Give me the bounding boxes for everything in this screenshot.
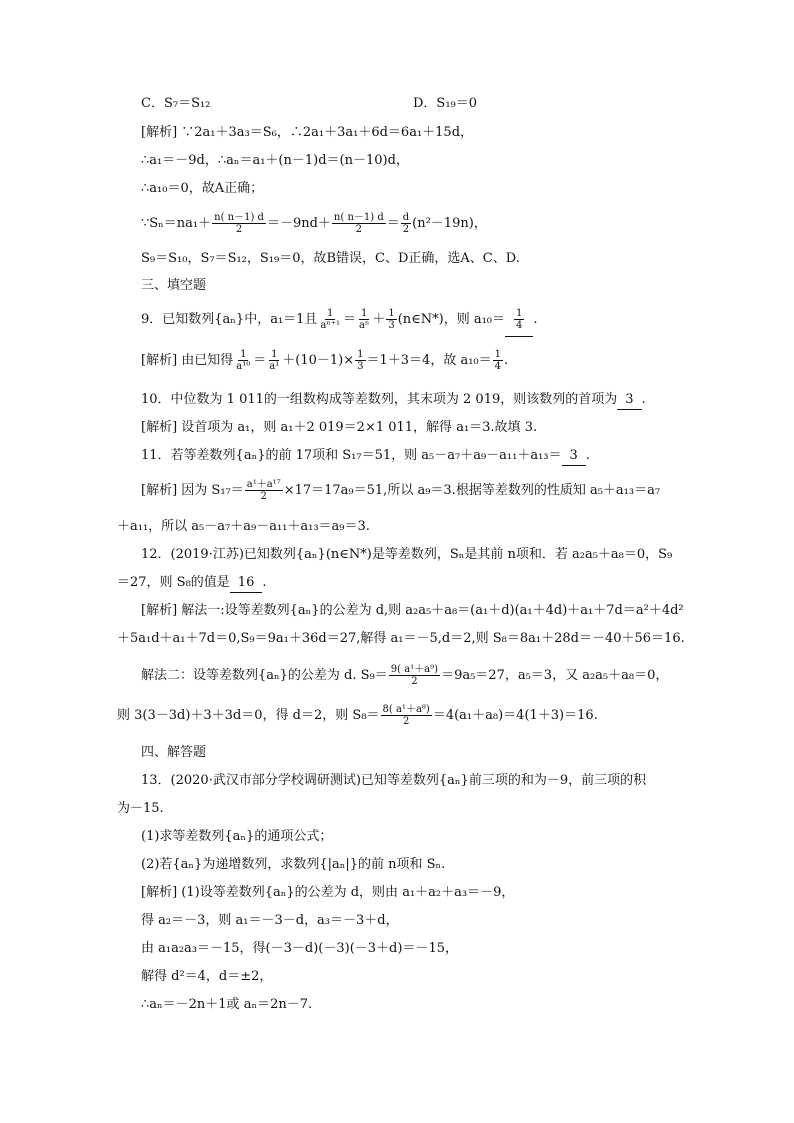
- fraction: $\frac{1}{\text{aⁿ⁺¹}}$: [320, 308, 340, 331]
- analysis-12: [解析] 解法一:设等差数列{aₙ}的公差为 d,则 a₂a₅＋a₈＝(a₁＋d)(a₁＋4d)＋a₁＋7d＝a²＋4d²: [141, 603, 684, 618]
- analysis-line: S₉＝S₁₀，S₇＝S₁₂，S₁₉＝0，故B错误，C、D正确，选A、C、D.: [141, 251, 520, 266]
- analysis-line: 解得 d²＝4，d＝±2，: [141, 969, 273, 984]
- fraction: $\frac{d}{2}$: [402, 212, 410, 235]
- analysis-line-formula: ∵Sₙ＝na₁＋ $\frac{n( n-1) d}{2}$ ＝－9nd＋ $\frac{n( n-1) d}{2}$ ＝ $\frac{d}{2}$ (n²－19n)，: [141, 212, 487, 235]
- analysis-10: [解析] 设首项为 a₁，则 a₁＋2 019＝2×1 011，解得 a₁＝3.故填 3.: [141, 420, 538, 435]
- analysis-line: ＋a₁₁，所以 a₅－a₇＋a₉－a₁₁＋a₁₃＝a₉＝3.: [117, 519, 370, 534]
- fraction: $\frac{1}{3}$: [388, 308, 395, 331]
- answer-blank: 3: [617, 391, 641, 410]
- fraction: $\frac{1}{3}$: [357, 349, 364, 372]
- question-13-cont: 为－15.: [117, 801, 164, 816]
- analysis-line-formula: 则 3(3－3d)＋3＋3d＝0，得 d＝2，则 S₈＝ $\frac{\text{8( a¹＋a⁸)}}{2}$ ＝4(a₁＋a₈)＝4(1＋3)＝16.: [117, 704, 598, 727]
- question-11: 11．若等差数列{aₙ}的前 17项和 S₁₇＝51，则 a₅－a₇＋a₉－a₁₁＋a₁₃＝ 3 .: [141, 447, 590, 466]
- question-13-part1: (1)求等差数列{aₙ}的通项公式；: [141, 829, 333, 844]
- analysis-12-method2: 解法二：设等差数列{aₙ}的公差为 d. S₉＝ $\frac{\text{9( a¹＋a⁹)}}{2}$ ＝9a₅＝27，a₅＝3，又 a₂a₅＋a₈＝0，: [141, 664, 669, 687]
- section-heading: 四、解答题: [141, 745, 207, 760]
- fraction: $\frac{1}{\text{a¹}}$: [269, 349, 280, 372]
- question-12: 12．(2019·江苏)已知数列{aₙ}(n∈N*)是等差数列，Sₙ是其前 n项和．若 a₂a₅＋a₈＝0，S₉: [141, 547, 673, 562]
- fraction: $\frac{\text{9( a¹＋a⁹)}}{2}$: [390, 664, 439, 687]
- fraction: $\frac{1}{\text{aⁿ}}$: [359, 308, 370, 331]
- analysis-line: [解析] ∵2a₁＋3a₃＝S₆，∴2a₁＋3a₁＋6d＝6a₁＋15d，: [141, 125, 474, 140]
- fraction: $\frac{\text{8( a¹＋a⁸)}}{2}$: [382, 704, 430, 727]
- analysis-line: ∴a₁＝－9d，∴aₙ＝a₁＋(n－1)d＝(n－10)d，: [141, 153, 409, 168]
- analysis-line: 由 a₁a₂a₃＝－15，得(－3－d)(－3)(－3＋d)＝－15，: [141, 941, 458, 956]
- question-12-cont: ＝27，则 S₈的值是 16 .: [117, 574, 266, 593]
- analysis-line: ＋5a₁d＋a₁＋7d＝0,S₉＝9a₁＋36d＝27,解得 a₁＝－5,d＝2,则 S₈＝8a₁＋28d＝－40＋56＝16.: [117, 631, 685, 646]
- analysis-13: [解析] (1)设等差数列{aₙ}的公差为 d，则由 a₁＋a₂＋a₃＝－9，: [141, 885, 515, 900]
- fraction: $\frac{\text{a¹＋a¹⁷}}{2}$: [246, 479, 281, 502]
- fraction: $\frac{1}{4}$: [494, 349, 501, 372]
- analysis-11: [解析] 因为 S₁₇＝ $\frac{\text{a¹＋a¹⁷}}{2}$ ×17＝17a₉＝51,所以 a₉＝3.根据等差数列的性质知 a₅＋a₁₃＝a₇: [141, 479, 661, 502]
- answer-blank: 3: [562, 447, 586, 466]
- analysis-line: ∴aₙ＝－2n＋1或 aₙ＝2n－7.: [141, 997, 313, 1012]
- question-10: 10．中位数为 1 011的一组数构成等差数列，其末项为 2 019，则该数列的首项为 3 .: [141, 391, 646, 410]
- question-13-part2: (2)若{aₙ}为递增数列，求数列{|aₙ|}的前 n项和 Sₙ.: [141, 857, 446, 872]
- option-c: C．S₇＝S₁₂: [141, 96, 211, 111]
- section-heading: 三、填空题: [141, 278, 207, 293]
- fraction: $\frac{n( n-1) d}{2}$: [214, 212, 264, 235]
- question-13: 13．(2020·武汉市部分学校调研测试)已知等差数列{aₙ}前三项的和为－9，前三项的积: [141, 773, 647, 788]
- analysis-line: ∴a₁₀＝0，故A正确；: [141, 181, 264, 196]
- answer-blank: 16: [230, 574, 263, 593]
- fraction: $\frac{n( n-1) d}{2}$: [333, 212, 384, 235]
- analysis-9: [解析] 由已知得 $\frac{1}{\text{a¹⁰}}$ ＝ $\frac{1}{\text{a¹}}$ ＋(10－1)× $\frac{1}{3}$ ＝1＋3＝4，故 a₁₀＝ $\frac{1}{4}$ .: [141, 349, 509, 372]
- option-d: D．S₁₉＝0: [413, 96, 478, 111]
- question-9: 9．已知数列{aₙ}中，a₁＝1且 $\frac{1}{\text{aⁿ⁺¹}}$ ＝ $\frac{1}{\text{aⁿ}}$ ＋ $\frac{1}{3}$ (n∈N*)，则 a₁₀＝ $\frac{1}{4}$ .: [141, 304, 538, 337]
- fraction: $\frac{1}{\text{a¹⁰}}$: [236, 349, 251, 372]
- answer-blank: $\frac{1}{4}$: [505, 304, 533, 337]
- analysis-line: 得 a₂＝－3，则 a₁＝－3－d，a₃＝－3＋d，: [141, 913, 399, 928]
